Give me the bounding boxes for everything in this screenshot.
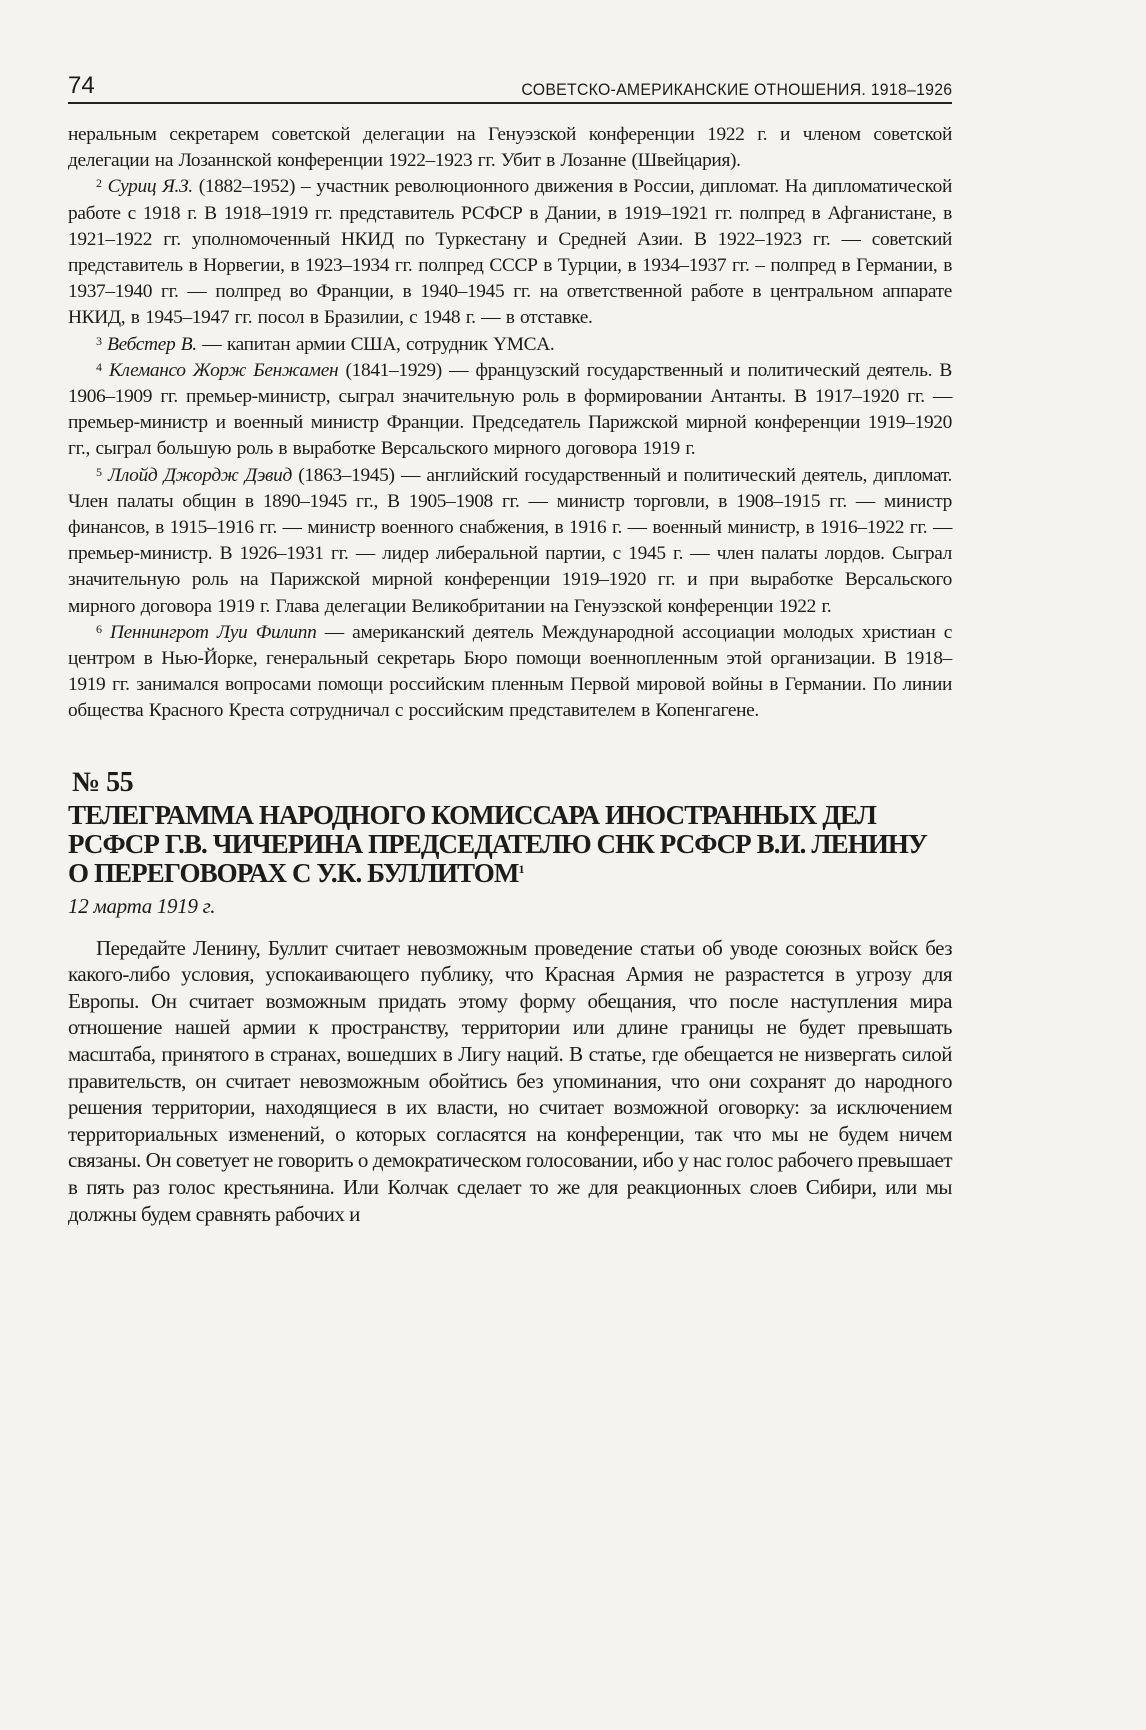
footnote-name: Вебстер В. [107, 333, 197, 355]
footnote-3 [68, 332, 952, 358]
title-footnote-marker: 1 [518, 861, 524, 876]
document-title-text: ТЕЛЕГРАММА НАРОДНОГО КОМИССАРА ИНОСТРАННЫХ ДЕЛ РСФСР Г.В. ЧИЧЕРИНА ПРЕДСЕДАТЕЛЮ СНК РСФСР В.И. ЛЕНИНУ О ПЕРЕГОВОРАХ С У.К. БУЛЛИТОМ [68, 799, 927, 888]
footnote-text: (1841–1929) — французский государственный и политический деятель. В 1906–1909 гг. премьер-министр, сыграл значительную роль в формировании Антанты. В 1917–1920 гг. — премьер-министр и военный министр Франции. Председатель Парижской мирной конференции 1919–1920 гг., сыграл большую роль в выработке Версальского мирного договора 1919 г. [68, 359, 952, 460]
footnote-marker: 3 [96, 333, 102, 348]
footnotes [68, 122, 952, 725]
footnote-text: (1882–1952) – участник революционного движения в России, дипломат. На дипломатической работе с 1918 г. В 1918–1919 гг. представитель РСФСР в Дании, в 1919–1921 гг. полпред в Афганистане, в 1921–1922 гг. уполномоченный НКИД по Туркестану и Средней Азии. В 1922–1923 гг. — советский представитель в Норвегии, в 1923–1934 гг. полпред СССР в Турции, в 1934–1937 гг. – полпред в Германии, в 1937–1940 гг. — полпред во Франции, в 1940–1945 гг. на ответственной работе в центральном аппарате НКИД, в 1945–1947 гг. посол в Бразилии, с 1948 г. — в отставке. [68, 176, 952, 329]
footnote-6 [68, 620, 952, 725]
page-number: 74 [68, 72, 95, 99]
document-body: Передайте Ленину, Буллит считает невозможным проведение статьи об уводе союзных войск без какого-либо условия, успокаивающего публику, что Красная Армия не разрастется в угрозу для Европы. Он считает возможным придать этому форму обещания, что после наступления мира отношение нашей армии к пространству, территории или длине границы не будет превышать масштаба, принятого в странах, вошедших в Лигу наций. В статье, где обещается не низвергать силой правительств, он считает невозможным обойтись без упоминания, что они сохранят до народного решения территории, находящиеся в их власти, но считает возможной оговорку: за исключением территориальных изменений, о которых согласятся на конференции, так что мы не будем ничем связаны. Он советует не говорить о демократическом голосовании, ибо у нас голос рабочего превышает в пять раз голос крестьянина. Или Колчак сделает то же для реакционных слоев Сибири, или мы должны будем сравнять рабочих и [68, 935, 952, 1226]
document-date: 12 марта 1919 г. [68, 893, 216, 918]
footnote-name: Клемансо Жорж Бенжамен [108, 359, 339, 381]
footnote-marker: 2 [96, 176, 102, 191]
footnote-5 [68, 463, 952, 620]
running-title: СОВЕТСКО-АМЕРИКАНСКИЕ ОТНОШЕНИЯ. 1918–1926 [521, 80, 952, 99]
footnote-marker: 6 [96, 621, 102, 636]
footnote-text: — американский деятель Международной ассоциации молодых христиан с центром в Нью-Йорке, генеральный секретарь Бюро помощи военнопленным этой организации. В 1918–1919 гг. занимался вопросами помощи российским пленным Первой мировой войны в Германии. По линии общества Красного Креста сотрудничал с российским представителем в Копенгагене. [68, 621, 953, 722]
document-number: № 55 [72, 766, 134, 798]
footnote-continued: неральным секретарем советской делегации на Генуэзской конференции 1922 г. и членом советской делегации на Лозаннской конференции 1922–1923 гг. Убит в Лозанне (Швейцария). [68, 124, 952, 172]
footnote-marker: 4 [96, 359, 102, 374]
footnote-name: Пеннингрот Луи Филипп [110, 621, 317, 643]
footnote-text: — капитан армии США, сотрудник YMCA. [196, 333, 555, 355]
footnote-marker: 5 [96, 464, 102, 479]
footnote-name: Суриц Я.З. [107, 176, 193, 198]
footnote-4 [68, 358, 952, 463]
document-title [68, 801, 952, 888]
footnote-2 [68, 174, 952, 331]
book-page [68, 72, 952, 1248]
footnote-name: Ллойд Джордж Дэвид [108, 464, 292, 486]
footnote-text: (1863–1945) — английский государственный и политический деятель, дипломат. Член палаты общин в 1890–1945 гг., В 1905–1908 гг. — министр торговли, в 1908–1915 гг. — министр финансов, в 1915–1916 гг. — министр военного снабжения, в 1916 г. — военный министр, в 1916–1922 гг. — премьер-министр. В 1926–1931 гг. — лидер либеральной партии, с 1945 г. — член палаты лордов. Сыграл значительную роль на Парижской мирной конференции 1919–1920 гг. и при выработке Версальского мирного договора 1919 г. Глава делегации Великобритании на Генуэзской конференции 1922 г. [68, 464, 953, 617]
page-header [68, 72, 952, 104]
